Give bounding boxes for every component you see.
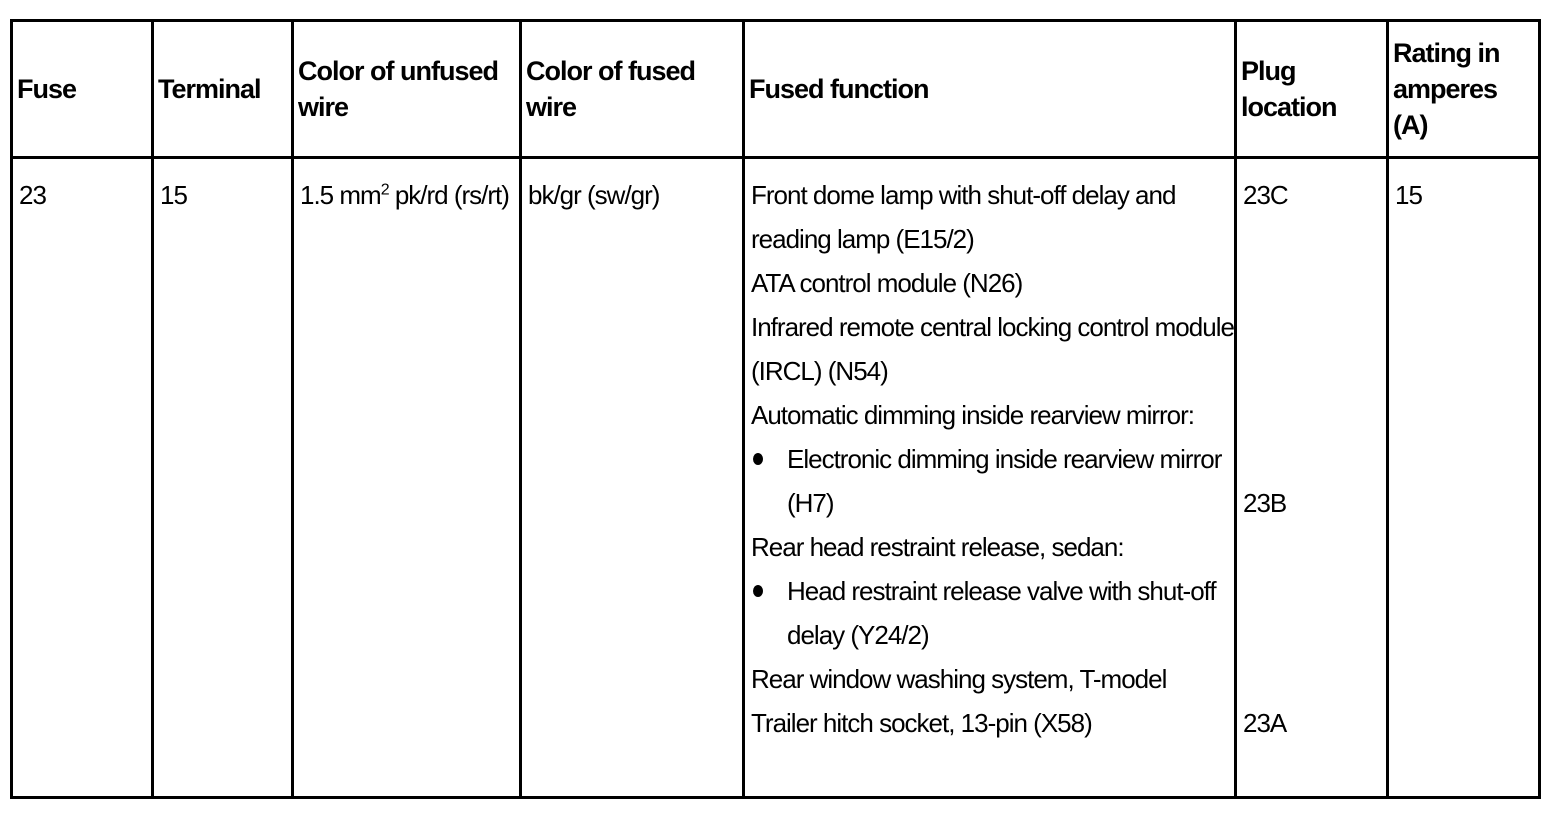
unfused-wire-prefix: 1.5 mm [300,180,381,210]
unfused-wire-superscript: 2 [380,181,389,199]
cell-terminal [153,158,293,798]
header-fused-function: Fused function [744,21,1236,158]
fuse-value: 23 [19,180,46,210]
cell-fuse [12,158,153,798]
cell-unfused-wire [293,158,521,798]
plug-location-item: 23C [1243,180,1288,210]
terminal-value: 15 [160,180,187,210]
function-subitem [751,569,1234,657]
header-fused-wire: Color of fused wire [521,21,744,158]
function-item: Rear head restraint release, sedan: [751,532,1124,562]
header-fuse: Fuse [12,21,153,158]
header-row [12,21,1540,158]
function-subitem-text: Electronic dimming inside rearview mirror (H7) [787,444,1222,518]
bullet-icon [753,585,763,597]
plug-location-list [1243,173,1386,773]
cell-rating [1388,158,1540,798]
header-rating: Rating in amperes (A) [1388,21,1540,158]
function-subitem-text: Head restraint release valve with shut-off delay (Y24/2) [787,576,1216,650]
header-unfused-wire: Color of unfused wire [293,21,521,158]
fuse-table [10,19,1541,799]
header-terminal: Terminal [153,21,293,158]
unfused-wire-suffix: pk/rd (rs/rt) [388,180,509,210]
fused-wire-value: bk/gr (sw/gr) [528,180,660,210]
bullet-icon [753,453,763,465]
function-item: ATA control module (N26) [751,268,1023,298]
function-subitem [751,437,1234,525]
cell-fused-function [744,158,1236,798]
function-item: Infrared remote central locking control module (IRCL) (N54) [751,312,1234,386]
cell-plug-location [1236,158,1388,798]
header-plug-location: Plug location [1236,21,1388,158]
function-item: Automatic dimming inside rearview mirror: [751,400,1195,430]
plug-location-item: 23A [1243,708,1287,738]
cell-fused-wire [521,158,744,798]
function-item: Rear window washing system, T-model [751,664,1167,694]
table-row [12,158,1540,798]
function-item: Front dome lamp with shut-off delay and reading lamp (E15/2) [751,180,1176,254]
function-item: Trailer hitch socket, 13-pin (X58) [751,708,1092,738]
rating-value: 15 [1395,180,1422,210]
plug-location-item: 23B [1243,488,1287,518]
